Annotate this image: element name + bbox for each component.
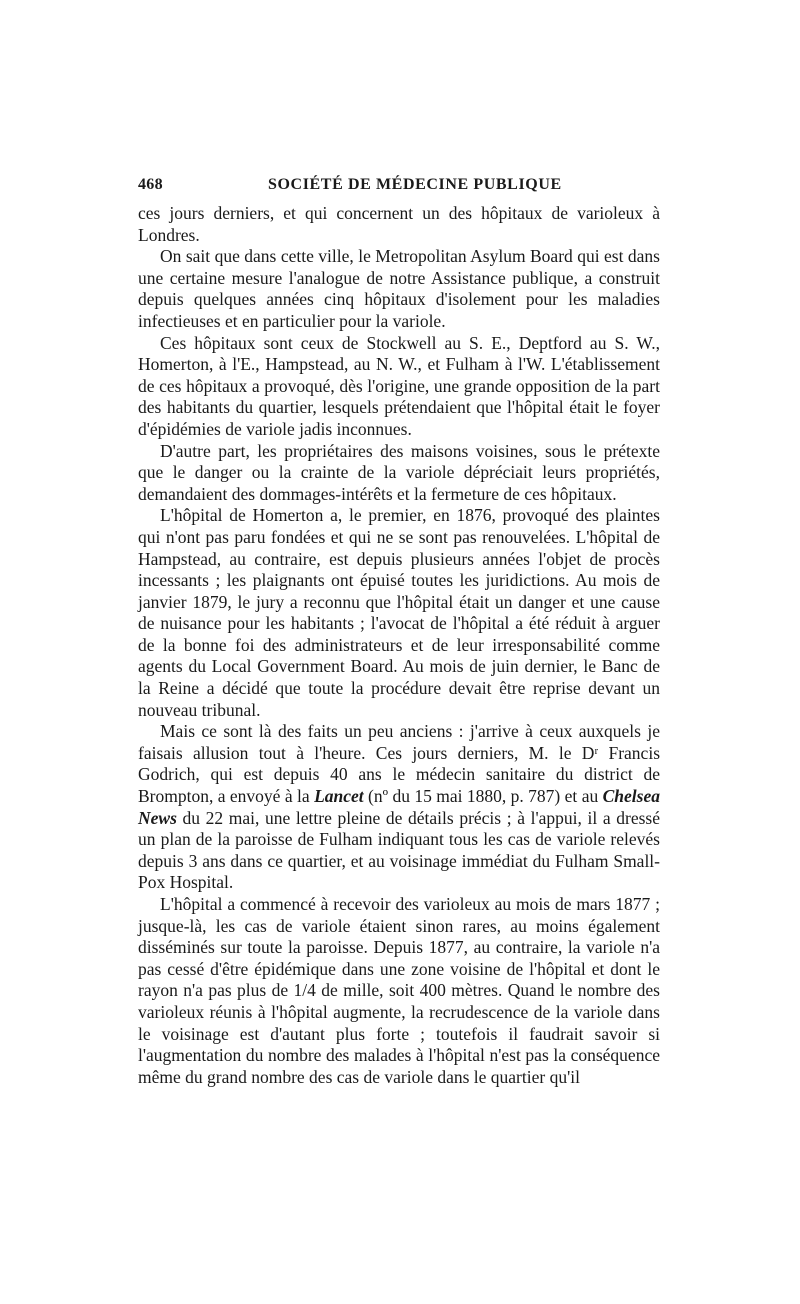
paragraph-godrich-letter <box>138 721 660 894</box>
paragraph-property-owners: D'autre part, les propriétaires des maisons voisines, sous le prétexte que le danger ou la crainte de la variole dépréciait leurs propriétés, demandaient des dommages-intérêts et la fermeture de ces hôpitaux. <box>138 440 660 504</box>
paragraph-godrich-text-before: Mais ce sont là des faits un peu anciens : j'arrive à ceux auxquels je faisais allusion tout à l'heure. Ces jours derniers, M. le Dʳ Francis Godrich, qui est depuis 40 ans le médecin sanitaire du district de Brompton, a envoyé à la <box>138 721 660 807</box>
page-number: 468 <box>138 176 163 193</box>
paragraph-fulham-epidemic: L'hôpital a commencé à recevoir des varioleux au mois de mars 1877 ; jusque-là, les cas de variole étaient sinon rares, au moins également disséminés sur toute la paroisse. Depuis 1877, au contraire, la variole n'a pas cessé d'être épidémique dans une zone voisine de l'hôpital et dont le rayon n'a pas plus de 1/4 de mille, soit 400 mètres. Quand le nombre des varioleux réunis à l'hôpital augmente, la recrudescence de la variole dans le voisinage est d'autant plus forte ; toutefois il faudrait savoir si l'augmentation du nombre des malades à l'hôpital n'est pas la conséquence même du grand nombre des cas de variole dans le quartier qu'il <box>138 894 660 1087</box>
chelsea-news-title: Chelsea News <box>138 786 660 828</box>
book-page <box>138 176 660 1088</box>
paragraph-godrich-text-after: du 22 mai, une lettre pleine de détails précis ; à l'appui, il a dressé un plan de la paroisse de Fulham indiquant tous les cas de variole relevés depuis 3 ans dans ce quartier, et au voisinage immédiat du Fulham Small-Pox Hospital. <box>138 807 660 893</box>
running-title: SOCIÉTÉ DE MÉDECINE PUBLIQUE <box>268 176 562 193</box>
lancet-journal-title: Lancet <box>314 786 364 807</box>
body-text <box>138 203 660 1088</box>
paragraph-godrich-text-middle: (nº du 15 mai 1880, p. 787) et au <box>363 786 603 807</box>
paragraph-hospital-list: Ces hôpitaux sont ceux de Stockwell au S. E., Deptford au S. W., Homerton, à l'E., Hampstead, au N. W., et Fulham à l'W. L'établissement de ces hôpitaux a provoqué, dès l'origine, une grande opposition de la part des habitants du quartier, lesquels prétendaient que l'hôpital était le foyer d'épidémies de variole jadis inconnues. <box>138 332 660 439</box>
paragraph-asylum-board: On sait que dans cette ville, le Metropolitan Asylum Board qui est dans une certaine mesure l'analogue de notre Assistance publique, a construit depuis quelques années cinq hôpitaux d'isolement pour les maladies infectieuses et en particulier pour la variole. <box>138 246 660 331</box>
running-header <box>138 176 660 200</box>
paragraph-homerton-hampstead: L'hôpital de Homerton a, le premier, en 1876, provoqué des plaintes qui n'ont pas paru fondées et qui ne se sont pas renouvelées. L'hôpital de Hampstead, au contraire, est depuis plusieurs années l'objet de procès incessants ; les plaignants ont épuisé toutes les juridictions. Au mois de janvier 1879, le jury a reconnu que l'hôpital était un danger et une cause de nuisance pour les habitants ; l'avocat de l'hôpital a été réduit à arguer de la bonne foi des administrateurs et de leur irresponsabilité comme agents du Local Government Board. Au mois de juin dernier, le Banc de la Reine a décidé que toute la procédure devait être reprise devant un nouveau tribunal. <box>138 505 660 720</box>
paragraph-continuation: ces jours derniers, et qui concernent un des hôpitaux de varioleux à Londres. <box>138 203 660 245</box>
